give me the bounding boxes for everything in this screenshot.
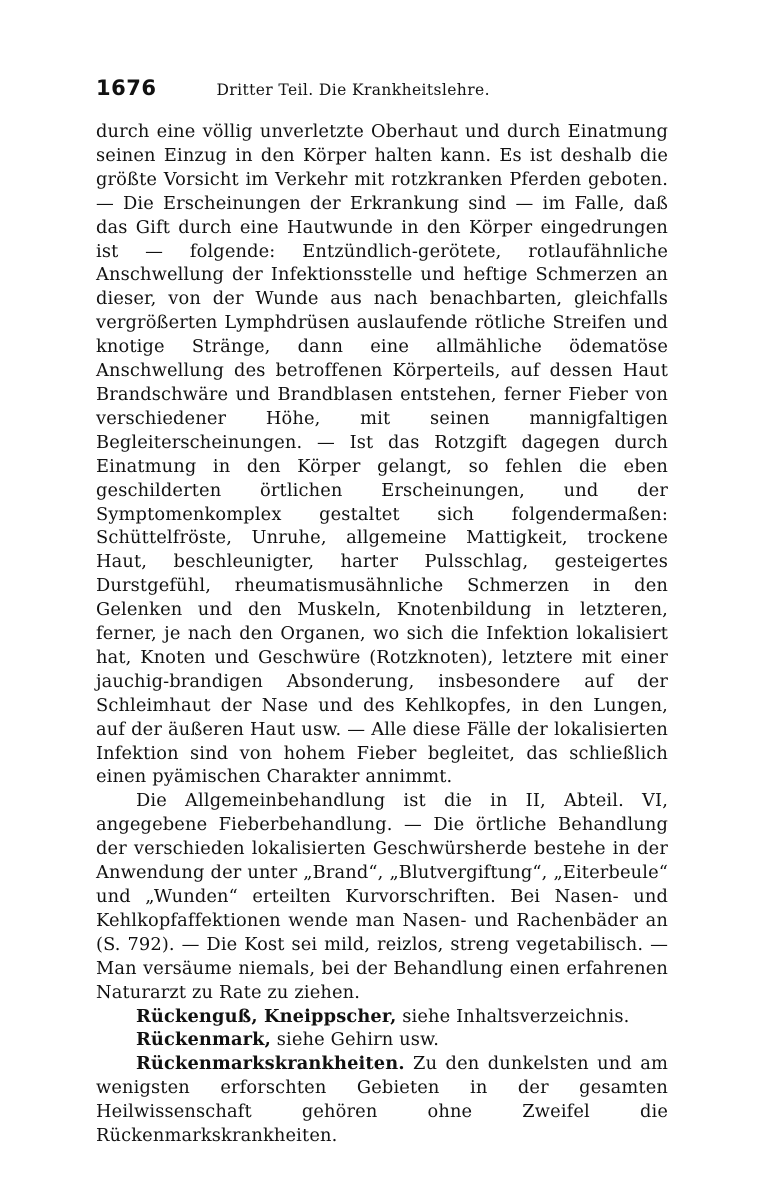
paragraph-treatment: Die Allgemeinbehandlung ist die in II, Abteil. VI, angegebene Fieberbehandlung. — Die örtliche Behandlung der verschieden lokalisierten Geschwürsherde bestehe in der Anwendung der unter „Brand“, „Blutvergiftung“, „Eiterbeule“ und „Wunden“ erteilten Kurvorschriften. Bei Nasen- und Kehlkopfaffektionen wende man Nasen- und Rachenbäder an (S. 792). — Die Kost sei mild, reizlos, streng vegetabilisch. — Man versäume niemals, bei der Behandlung einen erfahrenen Naturarzt zu Rate zu ziehen. — [96, 790, 668, 1003]
running-title: Dritter Teil. Die Krankheitslehre. — [216, 81, 490, 99]
paragraph-symptoms: durch eine völlig unverletzte Oberhaut und durch Einatmung seinen Einzug in den Körper halten kann. Es ist deshalb die größte Vorsicht im Verkehr mit rotzkranken Pferden geboten. — Die Erscheinungen der Erkrankung sind — im Falle, daß das Gift durch eine Hautwunde in den Körper eingedrungen ist — folgende: Entzündlich-gerötete, rotlaufähnliche Anschwellung der Infektionsstelle und heftige Schmerzen an dieser, von der Wunde aus nach benachbarten, gleichfalls vergrößerten Lymphdrüsen auslaufende rötliche Streifen und knotige Stränge, dann eine allmähliche ödematöse Anschwellung des betroffenen Körperteils, auf dessen Haut Brandschwäre und Brandblasen entstehen, ferner Fieber von verschiedener Höhe, mit seinen mannigfaltigen Begleiterscheinungen. — Ist das Rotzgift dagegen durch Einatmung in den Körper gelangt, so fehlen die eben geschilderten örtlichen Erscheinungen, und der Symptomenkomplex gestaltet sich folgendermaßen: Schüttelfröste, Unruhe, allgemeine Mattigkeit, trockene Haut, beschleunigter, harter Pulsschlag, gesteigertes Durstgefühl, rheumatismusähnliche Schmerzen in den Gelenken und den Muskeln, Knotenbildung in letzteren, ferner, je nach den Organen, wo sich die Infektion lokalisiert hat, Knoten und Geschwüre (Rotzknoten), letztere mit einer jauchig-brandigen Absonderung, insbesondere auf der Schleimhaut der Nase und des Kehlkopfes, in den Lungen, auf der äußeren Haut usw. — Alle diese Fälle der lokalisierten Infektion sind von hohem Fieber begleitet, das schließlich einen pyämischen Charakter annimmt. — [96, 121, 668, 788]
entry-headword: Rückenmarkskrankheiten. — [136, 1053, 405, 1075]
entry-headword: Rückenguß, Kneippscher, — [136, 1005, 397, 1027]
body-text — [96, 120, 668, 1148]
entry-rueckenmark — [96, 1028, 668, 1052]
page-number: 1676 — [96, 76, 157, 100]
entry-text: Zu den dunkelsten und am wenigsten erforschten Gebieten in der gesamten Heilwissenschaft gehören ohne Zweifel die Rückenmarkskrankheiten. — [96, 1053, 668, 1147]
entry-text: siehe Inhaltsverzeichnis. — [396, 1005, 630, 1027]
entry-rueckenguss — [96, 1005, 668, 1029]
entry-headword: Rückenmark, — [136, 1029, 271, 1051]
entry-text: siehe Gehirn usw. — [270, 1029, 440, 1051]
running-head — [96, 76, 668, 110]
entry-rueckenmarkskrankheiten — [96, 1052, 668, 1148]
